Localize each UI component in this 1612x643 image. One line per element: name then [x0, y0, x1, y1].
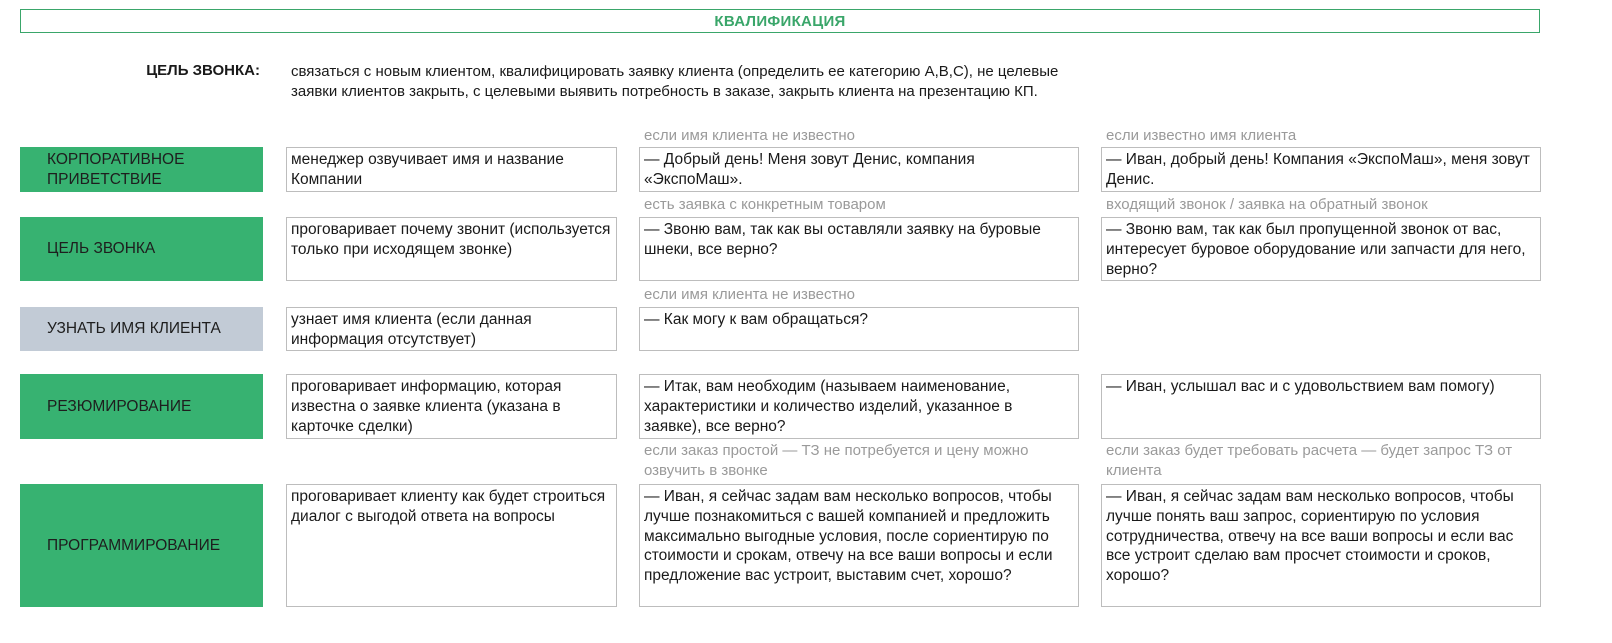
stage-client-name: УЗНАТЬ ИМЯ КЛИЕНТА	[20, 307, 263, 351]
description-call-goal: проговаривает почему звонит (используется только при исходящем звонке)	[286, 217, 617, 281]
stage-call-goal: ЦЕЛЬ ЗВОНКА	[20, 217, 263, 281]
note-greeting-unknown-name: если имя клиента не известно	[644, 127, 856, 144]
description-programming: проговаривает клиенту как будет строиться диалог с выгодой ответа на вопросы	[286, 484, 617, 607]
script-programming-simple: — Иван, я сейчас задам вам несколько вопросов, чтобы лучше познакомиться с вашей компанией и предложить максимально выгодные условия, после сориентирую по стоимости и срокам, отвечу на все ваши вопросы и если предложение вас устроит, выставим счет, хорошо?	[639, 484, 1079, 607]
script-summary-known: — Иван, услышал вас и с удовольствием вам помогу)	[1101, 374, 1541, 439]
description-summary: проговаривает информацию, которая известна о заявке клиента (указана в карточке сделки)	[286, 374, 617, 439]
note-simple-order: если заказ простой — ТЗ не потребуется и цену можно озвучить в звонке	[644, 442, 1029, 479]
description-client-name: узнает имя клиента (если данная информация отсутствует)	[286, 307, 617, 351]
stage-programming: ПРОГРАММИРОВАНИЕ	[20, 484, 263, 607]
note-greeting-known-name: если известно имя клиента	[1106, 127, 1297, 144]
section-header: КВАЛИФИКАЦИЯ	[20, 9, 1540, 33]
script-call-goal-product: — Звоню вам, так как вы оставляли заявку на буровые шнеки, все верно?	[639, 217, 1079, 281]
script-summary: — Итак, вам необходим (называем наименование, характеристики и количество изделий, указанное в заявке), все верно?	[639, 374, 1079, 439]
goal-text: связаться с новым клиентом, квалифицировать заявку клиента (определить ее категорию А,В,С), не целевые заявки клиентов закрыть, с целевыми выявить потребность в заказе, закрыть клиента на презентацию КП.	[291, 63, 1059, 100]
note-complex-order: если заказ будет требовать расчета — будет запрос ТЗ от клиента	[1106, 442, 1513, 479]
note-goal-product: есть заявка с конкретным товаром	[644, 196, 886, 213]
stage-summary: РЕЗЮМИРОВАНИЕ	[20, 374, 263, 439]
script-greeting-unknown: — Добрый день! Меня зовут Денис, компания «ЭкспоМаш».	[639, 147, 1079, 192]
note-name-unknown: если имя клиента не известно	[644, 286, 856, 303]
goal-label: ЦЕЛЬ ЗВОНКА:	[146, 62, 260, 79]
script-client-name: — Как могу к вам обращаться?	[639, 307, 1079, 351]
description-greeting: менеджер озвучивает имя и название Компании	[286, 147, 617, 192]
script-call-goal-incoming: — Звоню вам, так как был пропущенной звонок от вас, интересует буровое оборудование или запчасти для него, верно?	[1101, 217, 1541, 281]
script-programming-complex: — Иван, я сейчас задам вам несколько вопросов, чтобы лучше понять ваш запрос, сориентирую по условия сотрудничества, отвечу на все ваши вопросы и если вас все устроит сделаю вам просчет стоимости и сроков, хорошо?	[1101, 484, 1541, 607]
note-goal-incoming: входящий звонок / заявка на обратный звонок	[1106, 196, 1428, 213]
stage-greeting: КОРПОРАТИВНОЕ ПРИВЕТСТВИЕ	[20, 147, 263, 192]
script-greeting-known: — Иван, добрый день! Компания «ЭкспоМаш», меня зовут Денис.	[1101, 147, 1541, 192]
